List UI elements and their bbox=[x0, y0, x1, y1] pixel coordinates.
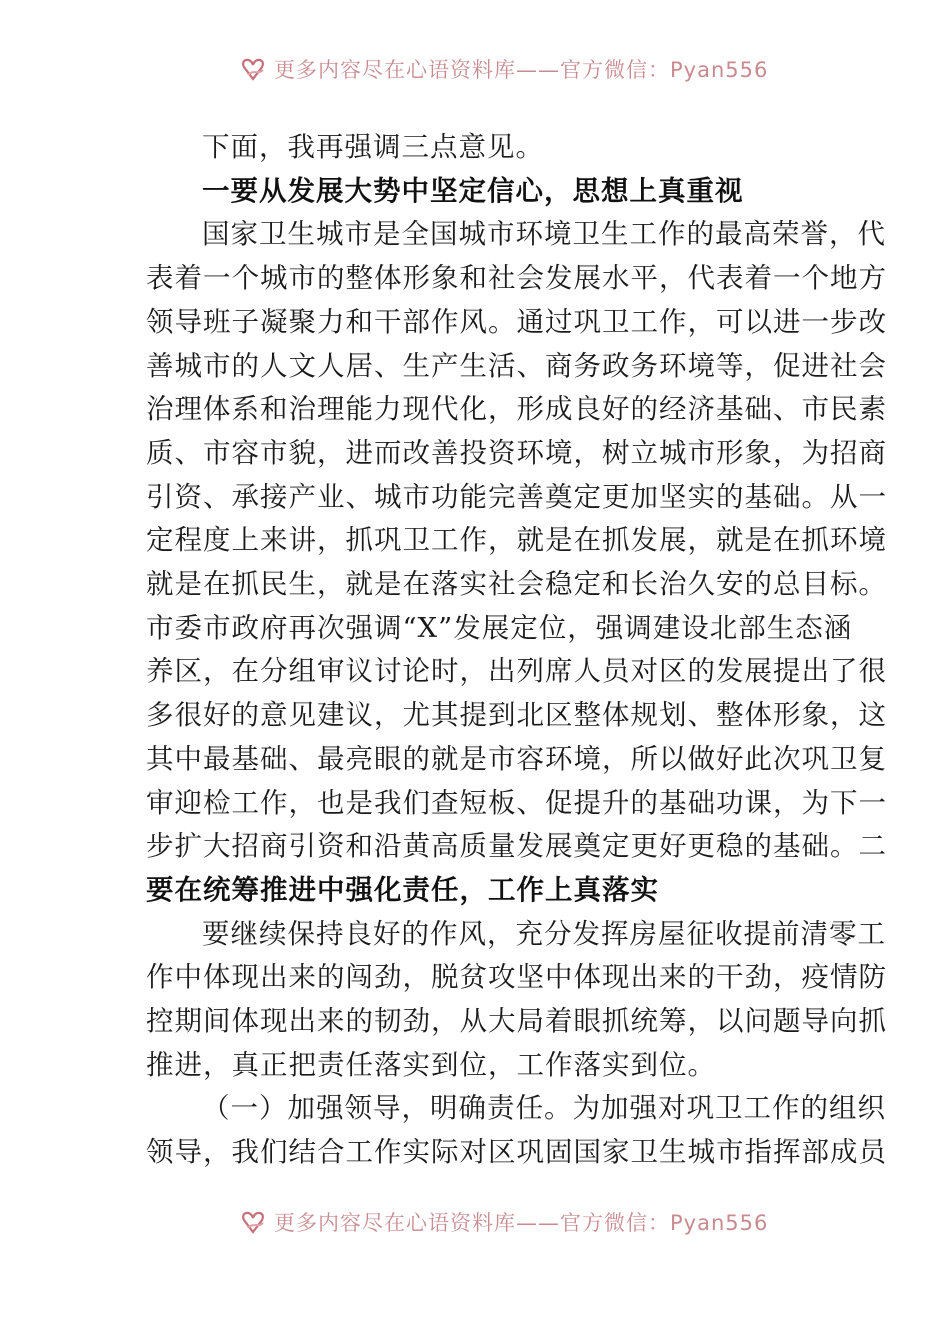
watermark-logo-icon bbox=[238, 54, 268, 84]
paragraph-line: 定程度上来讲，抓巩卫工作，就是在抓发展，就是在抓环境 bbox=[146, 524, 887, 557]
paragraph-line: 养区，在分组审议讨论时，出列席人员对区的发展提出了很 bbox=[146, 655, 887, 688]
paragraph-line: 审迎检工作，也是我们查短板、促提升的基础功课，为下一 bbox=[146, 786, 887, 819]
section-heading: 一要从发展大势中坚定信心，思想上真重视 bbox=[202, 174, 744, 207]
paragraph-line: 领导，我们结合工作实际对区巩固国家卫生城市指挥部成员 bbox=[146, 1136, 887, 1169]
paragraph-line: 要继续保持良好的作风，充分发挥房屋征收提前清零工 bbox=[202, 917, 886, 950]
watermark-text: 更多内容尽在心语资料库——官方微信：Pyan556 bbox=[274, 58, 769, 82]
paragraph-line: 国家卫生城市是全国城市环境卫生工作的最高荣誉，代 bbox=[202, 218, 886, 251]
paragraph-line: 就是在抓民生，就是在落实社会稳定和长治久安的总目标。 bbox=[146, 568, 887, 600]
header-watermark bbox=[238, 52, 769, 86]
paragraph-line: 善城市的人文人居、生产生活、商务政务环境等，促进社会 bbox=[146, 349, 887, 382]
paragraph-line: 推进，真正把责任落实到位，工作落实到位。 bbox=[146, 1048, 716, 1081]
paragraph-line: 作中体现出来的闯劲，脱贫攻坚中体现出来的干劲，疫情防 bbox=[146, 961, 887, 994]
paragraph-line: 引资、承接产业、城市功能完善奠定更加坚实的基础。从一 bbox=[146, 480, 887, 513]
section-heading: 要在统筹推进中强化责任，工作上真落实 bbox=[146, 873, 659, 906]
paragraph-line: 控期间体现出来的韧劲，从大局着眼抓统筹，以问题导向抓 bbox=[146, 1005, 887, 1037]
watermark-logo-icon bbox=[238, 1207, 268, 1237]
paragraph-line: 步扩大招商引资和沿黄高质量发展奠定更好更稳的基础。二 bbox=[146, 830, 887, 863]
paragraph-line: 表着一个城市的整体形象和社会发展水平，代表着一个地方 bbox=[146, 262, 887, 295]
paragraph-line: 其中最基础、最亮眼的就是市容环境，所以做好此次巩卫复 bbox=[146, 742, 887, 775]
paragraph-line: 治理体系和治理能力现代化，形成良好的经济基础、市民素 bbox=[146, 393, 887, 426]
paragraph-line: 领导班子凝聚力和干部作风。通过巩卫工作，可以进一步改 bbox=[146, 305, 887, 338]
footer-watermark bbox=[238, 1205, 769, 1239]
paragraph-line: 多很好的意见建议，尤其提到北区整体规划、整体形象，这 bbox=[146, 699, 887, 732]
paragraph-line: （一）加强领导，明确责任。为加强对巩卫工作的组织 bbox=[202, 1092, 886, 1125]
paragraph-line: 市委市政府再次强调“X”发展定位，强调建设北部生态涵 bbox=[146, 611, 853, 644]
paragraph-line: 下面，我再强调三点意见。 bbox=[202, 131, 544, 163]
watermark-text: 更多内容尽在心语资料库——官方微信：Pyan556 bbox=[274, 1211, 769, 1235]
paragraph-line: 质、市容市貌，进而改善投资环境，树立城市形象，为招商 bbox=[146, 436, 887, 469]
